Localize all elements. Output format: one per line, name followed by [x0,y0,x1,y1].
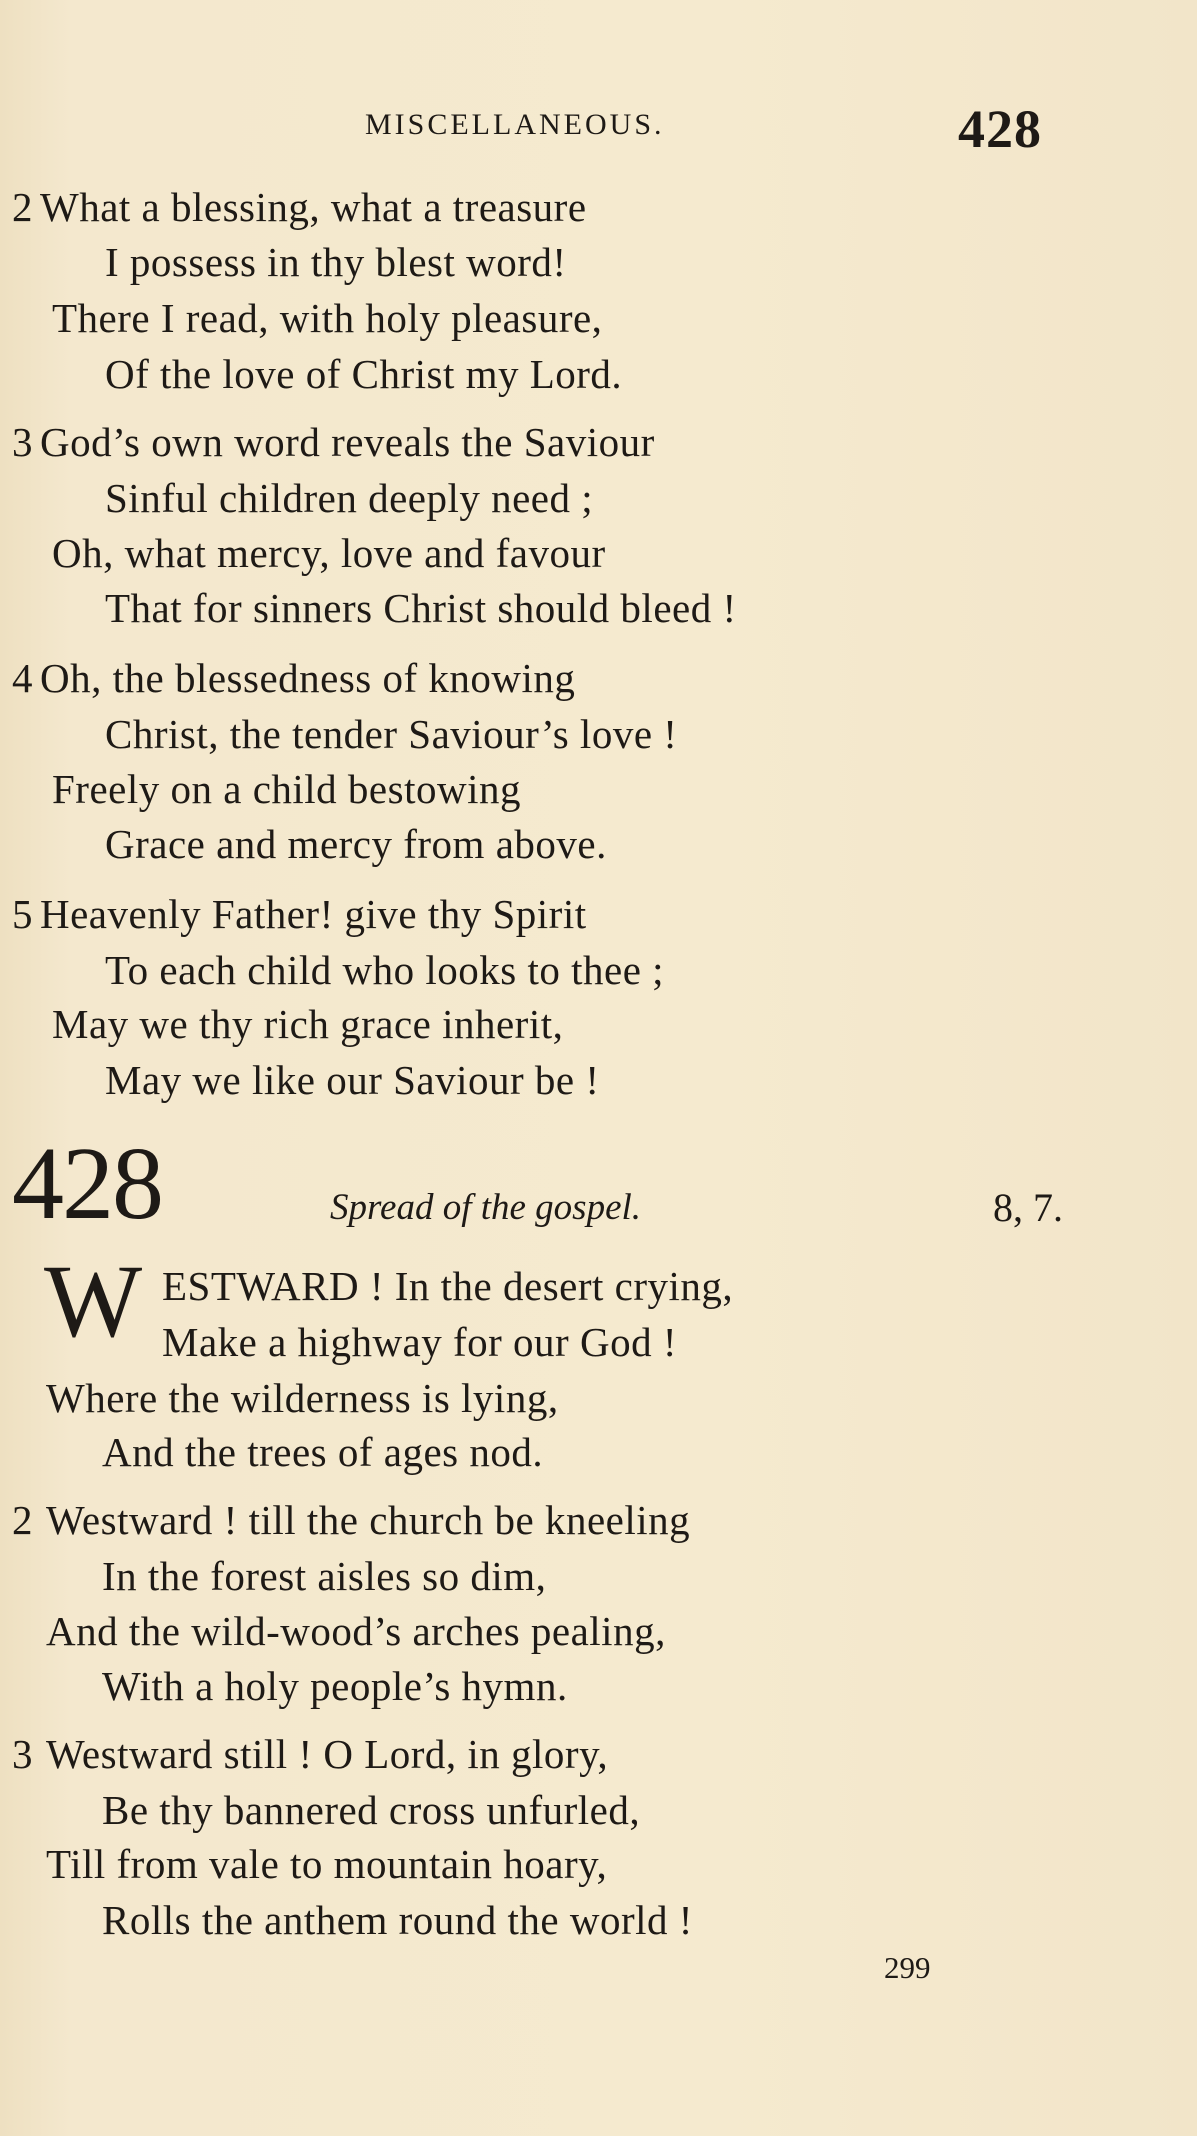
verse-line: Heavenly Father! give thy Spirit [40,891,587,937]
hymn-title: Spread of the gospel. [330,1187,642,1228]
verse-line: Sinful children deeply need ; [105,475,594,521]
verse-line: Till from vale to mountain hoary, [46,1841,608,1887]
verse-number: 2 [12,184,33,230]
hymn-number: 428 [12,1126,162,1241]
verse-line: Grace and mercy from above. [105,821,607,867]
verse-line: Be thy bannered cross unfurled, [102,1787,641,1833]
verse-line: To each child who looks to thee ; [105,947,665,993]
verse-line: What a blessing, what a treasure [40,184,587,230]
verse-line: That for sinners Christ should bleed ! [105,585,737,631]
drop-cap: W [44,1244,143,1359]
verse-line: Of the love of Christ my Lord. [105,351,623,397]
verse-number: 5 [12,891,33,937]
verse-line: There I read, with holy pleasure, [52,295,603,341]
verse-line: Oh, what mercy, love and favour [52,530,606,576]
verse-number: 4 [12,655,33,701]
page-hymn-number: 428 [958,99,1042,159]
verse-line: ESTWARD ! In the desert crying, [162,1263,734,1309]
verse-number: 3 [12,1731,33,1777]
verse-line: And the wild-wood’s arches pealing, [46,1608,666,1654]
verse-line: And the trees of ages nod. [102,1429,544,1475]
verse-line: Where the wilderness is lying, [46,1375,559,1421]
verse-line: I possess in thy blest word! [105,239,567,285]
verse-line: Westward ! till the church be kneeling [46,1497,691,1543]
verse-line: May we like our Saviour be ! [105,1057,600,1103]
verse-line: With a holy people’s hymn. [102,1663,568,1709]
verse-line: Freely on a child bestowing [52,766,521,812]
verse-line: Rolls the anthem round the world ! [102,1897,693,1943]
verse-line: Make a highway for our God ! [162,1319,677,1365]
verse-line: Christ, the tender Saviour’s love ! [105,711,678,757]
verse-number: 2 [12,1497,33,1543]
verse-number: 3 [12,419,33,465]
hymn-meter: 8, 7. [993,1185,1063,1230]
verse-line: May we thy rich grace inherit, [52,1001,564,1047]
page-number: 299 [884,1950,931,1985]
verse-line: In the forest aisles so dim, [102,1553,547,1599]
verse-line: Oh, the blessedness of knowing [40,655,576,701]
verse-line: God’s own word reveals the Saviour [40,419,655,465]
running-head: MISCELLANEOUS. [365,108,665,141]
verse-line: Westward still ! O Lord, in glory, [46,1731,609,1777]
